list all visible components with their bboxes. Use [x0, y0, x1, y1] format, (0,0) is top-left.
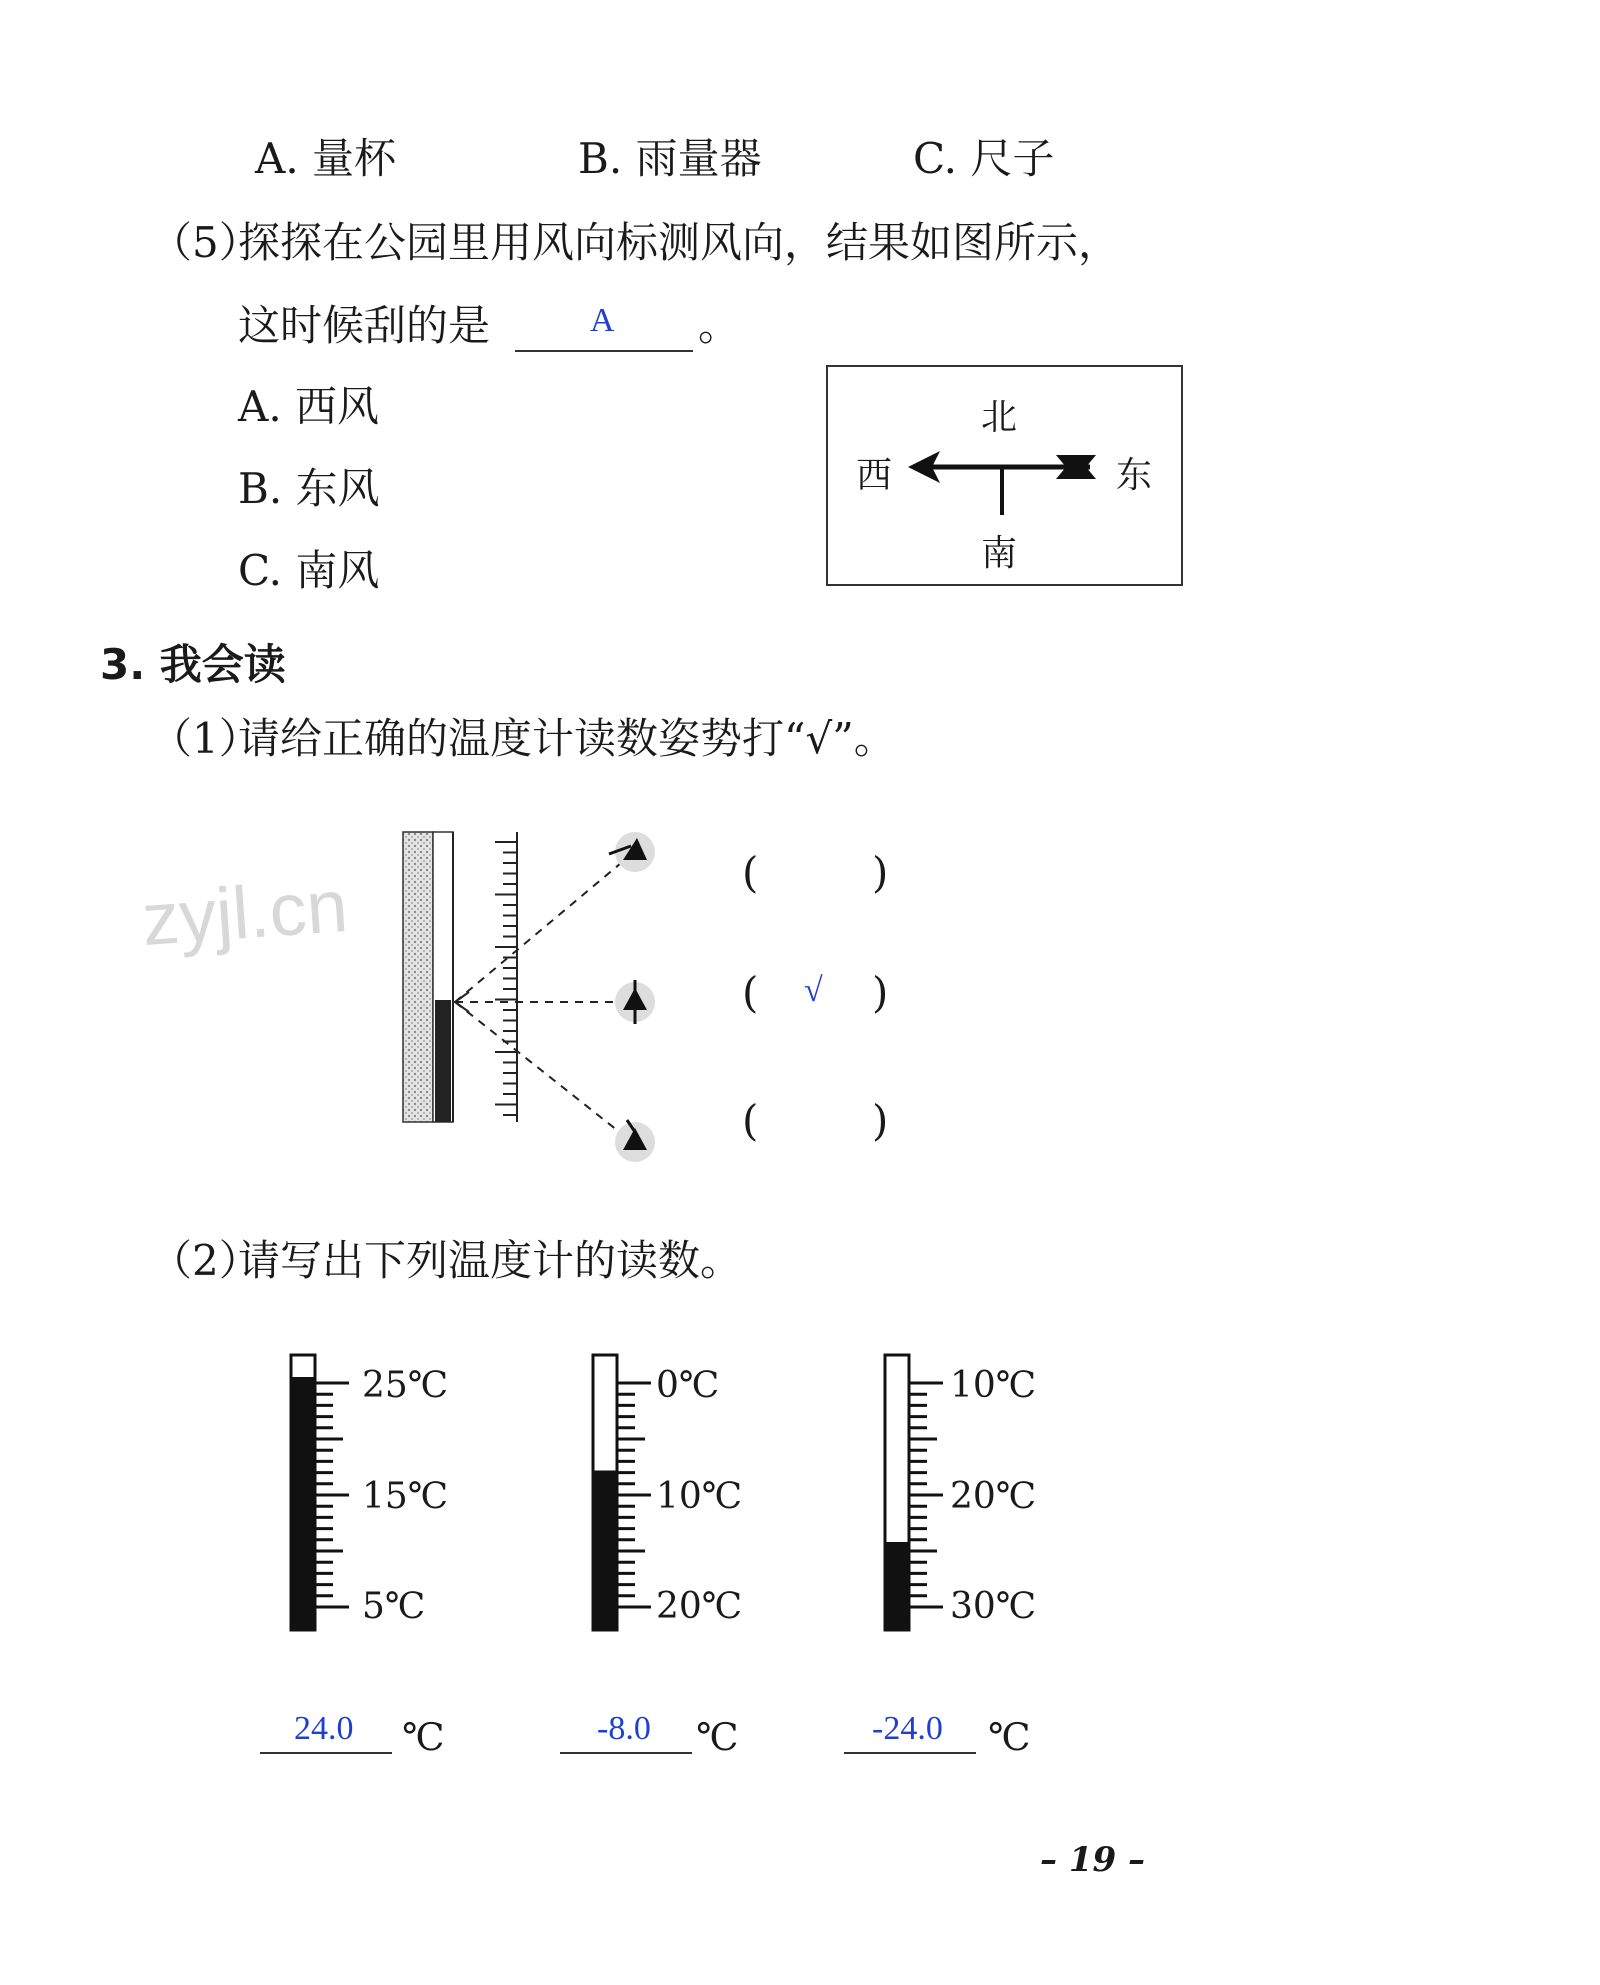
thermometer-liquid: [593, 1471, 617, 1631]
thermometer-2-label-middle: 10℃: [656, 1476, 743, 1517]
bracket-2-mark: √: [804, 972, 823, 1009]
reading-3-unit: ℃: [988, 1715, 1031, 1759]
q5-option-c: C. 南风: [238, 546, 380, 595]
watermark: zyjl.cn: [139, 863, 351, 962]
bracket-3-left: (: [742, 1096, 759, 1145]
q5-line1: 探探在公园里用风向标测风向，结果如图所示，: [238, 218, 1121, 267]
thermometer-3: [882, 1345, 1082, 1645]
page-number: – 19 –: [1040, 1840, 1145, 1880]
reading-1-answer: 24.0: [294, 1710, 354, 1747]
thermometer-1-label-bottom: 5℃: [362, 1586, 426, 1627]
q5-option-a: A. 西风: [238, 382, 380, 431]
s3q1-text: 请给正确的温度计读数姿势打“√”。: [238, 714, 896, 763]
compass-south-label: 南: [981, 533, 1018, 574]
bracket-2-right: ): [872, 968, 889, 1017]
q5-line2-prefix: 这时候刮的是: [238, 301, 491, 350]
thermometer-3-label-bottom: 30℃: [950, 1586, 1037, 1627]
compass-west-label: 西: [856, 455, 893, 496]
thermometer-1-label-top: 25℃: [362, 1365, 449, 1406]
thermometer-liquid: [291, 1377, 315, 1630]
reading-3-blank: [844, 1752, 976, 1754]
q4-option-c: C. 尺子: [913, 134, 1055, 183]
bracket-2-left: (: [742, 968, 759, 1017]
eye-bottom-icon: [615, 1120, 655, 1162]
q5-option-b: B. 东风: [238, 464, 380, 513]
section3-title: 3. 我会读: [100, 640, 286, 689]
reading-1-blank: [260, 1752, 392, 1754]
thermometer-2: [590, 1345, 790, 1645]
reading-posture-diagram: [395, 820, 695, 1160]
q4-option-a: A. 量杯: [255, 134, 397, 183]
thermometer-2-label-bottom: 20℃: [656, 1586, 743, 1627]
q5-number: （5）: [150, 218, 261, 267]
reading-2-unit: ℃: [696, 1715, 739, 1759]
q4-option-b: B. 雨量器: [578, 134, 762, 183]
thermometer-1: [288, 1345, 488, 1645]
reading-3-answer: -24.0: [872, 1710, 943, 1747]
compass-east-label: 东: [1116, 455, 1153, 496]
q5-line2-suffix: 。: [698, 301, 741, 350]
s3q2-number: （2）: [150, 1236, 261, 1285]
s3q2-text: 请写出下列温度计的读数。: [238, 1236, 743, 1285]
s3q1-number: （1）: [150, 714, 261, 763]
thermometer-1-label-middle: 15℃: [362, 1476, 449, 1517]
q5-answer-blank: [515, 350, 693, 352]
thermometer-liquid: [885, 1542, 909, 1630]
q5-answer: A: [590, 302, 615, 339]
thermometer-3-label-top: 10℃: [950, 1365, 1037, 1406]
reading-2-answer: -8.0: [597, 1710, 651, 1747]
reading-2-blank: [560, 1752, 692, 1754]
reading-1-unit: ℃: [402, 1715, 445, 1759]
thermometer-2-label-top: 0℃: [656, 1365, 720, 1406]
eye-middle-icon: [615, 980, 655, 1024]
bracket-3-right: ): [872, 1096, 889, 1145]
compass-north-label: 北: [981, 397, 1018, 438]
bracket-1-right: ): [872, 848, 889, 897]
wind-vane-diagram: [826, 365, 1183, 586]
thermometer-3-label-middle: 20℃: [950, 1476, 1037, 1517]
bracket-1-left: (: [742, 848, 759, 897]
